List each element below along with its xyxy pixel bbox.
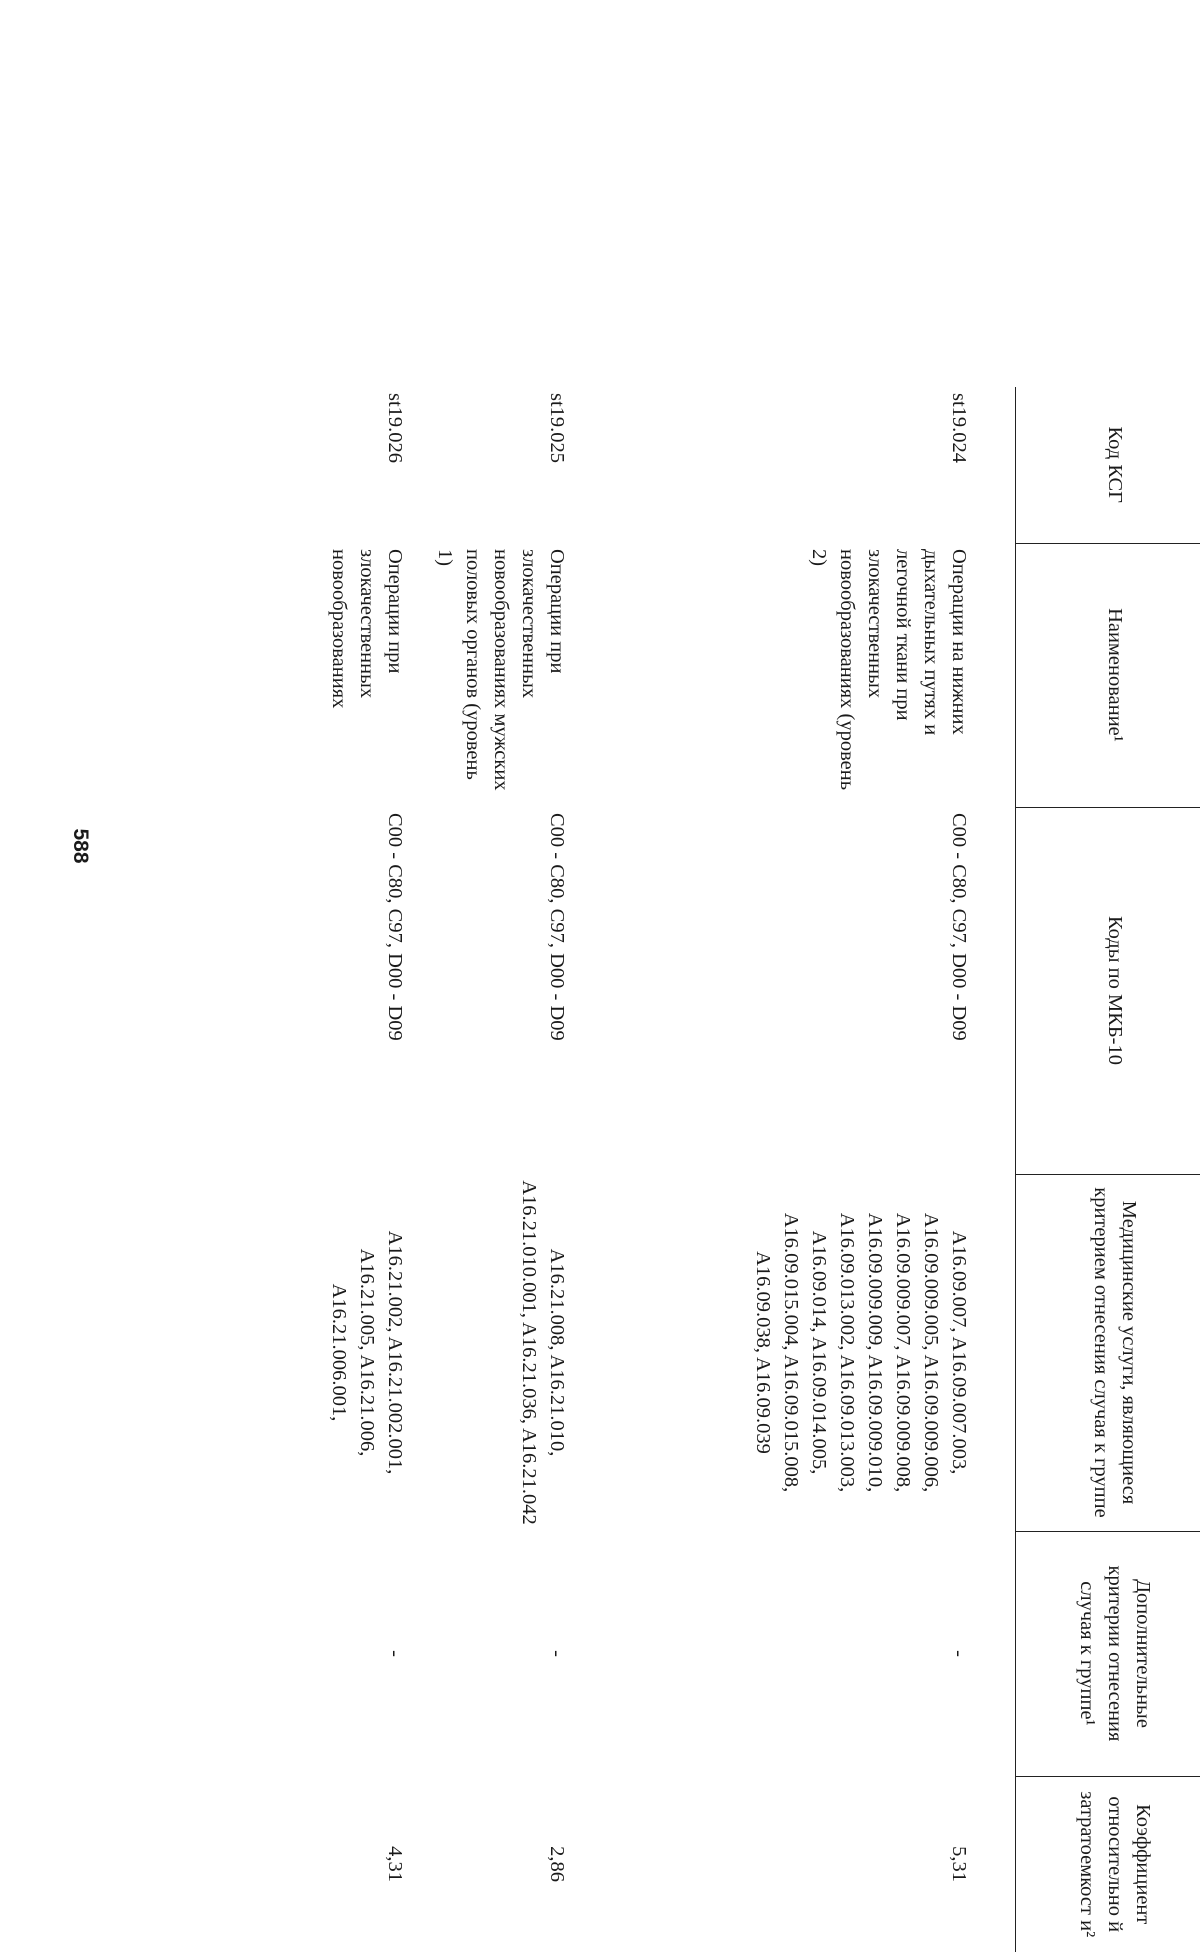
cell-services [283,1174,415,1531]
cell-coef: 4,31 [283,1776,415,1952]
header-name: Наименование¹ [1016,543,1200,807]
cell-code: st19.024 [577,387,1016,543]
table-row [577,387,1016,1952]
page-number: 588 [67,806,93,886]
header-criteria: Дополнительные критерии отнесения случая к группе¹ [1016,1531,1200,1776]
cell-icd: C00 - C80, C97, D00 - D09 [577,807,1016,1174]
cell-icd: C00 - C80, C97, D00 - D09 [283,807,415,1174]
header-coef: Коэффициент относительно й затратоемкост и² [1016,1776,1200,1952]
header-services: Медицинские услуги, являющиеся критерием отнесения случая к группе [1016,1174,1200,1531]
ksg-table [283,387,1200,1952]
cell-services [577,1174,1016,1531]
cell-icd: C00 - C80, C97, D00 - D09 [415,807,577,1174]
services-text: A16.09.007, A16.09.007.003, A16.09.009.005, A16.09.009.006, A16.09.009.007, A16.09.009.008, A16.09.009.009, A16.09.009.010, A16.09.013.002, A16.09.013.003, A16.09.014, A16.09.014.005, A16.09.015.004, A16.09.015.008, A16.09.038, A16.09.039 [749,1180,973,1525]
cell-name: Операции при злокачественных новообразованиях [283,543,415,807]
cell-code: st19.025 [415,387,577,543]
cell-criteria: - [283,1531,415,1776]
header-icd: Коды по МКБ-10 [1016,807,1200,1174]
services-text: A16.21.008, A16.21.010, A16.21.010.001, A16.21.036, A16.21.042 [515,1180,571,1525]
cell-code: st19.026 [283,387,415,543]
cell-criteria: - [577,1531,1016,1776]
cell-criteria: - [415,1531,577,1776]
services-text: A16.21.002, A16.21.002.001, A16.21.005, A16.21.006, A16.21.006.001, [325,1180,409,1525]
cell-name: Операции на нижних дыхательных путях и легочной ткани при злокачественных новообразованиях (уровень 2) [577,543,1016,807]
header-code: Код КСГ [1016,387,1200,543]
rotated-table-wrapper [210,387,1200,1952]
cell-services [415,1174,577,1531]
cell-coef: 2,86 [415,1776,577,1952]
cell-coef: 5,31 [577,1776,1016,1952]
cell-name: Операции при злокачественных новообразованиях мужских половых органов (уровень 1) [415,543,577,807]
table-header-row [1016,387,1200,1952]
table-row [283,387,415,1952]
table-row [415,387,577,1952]
